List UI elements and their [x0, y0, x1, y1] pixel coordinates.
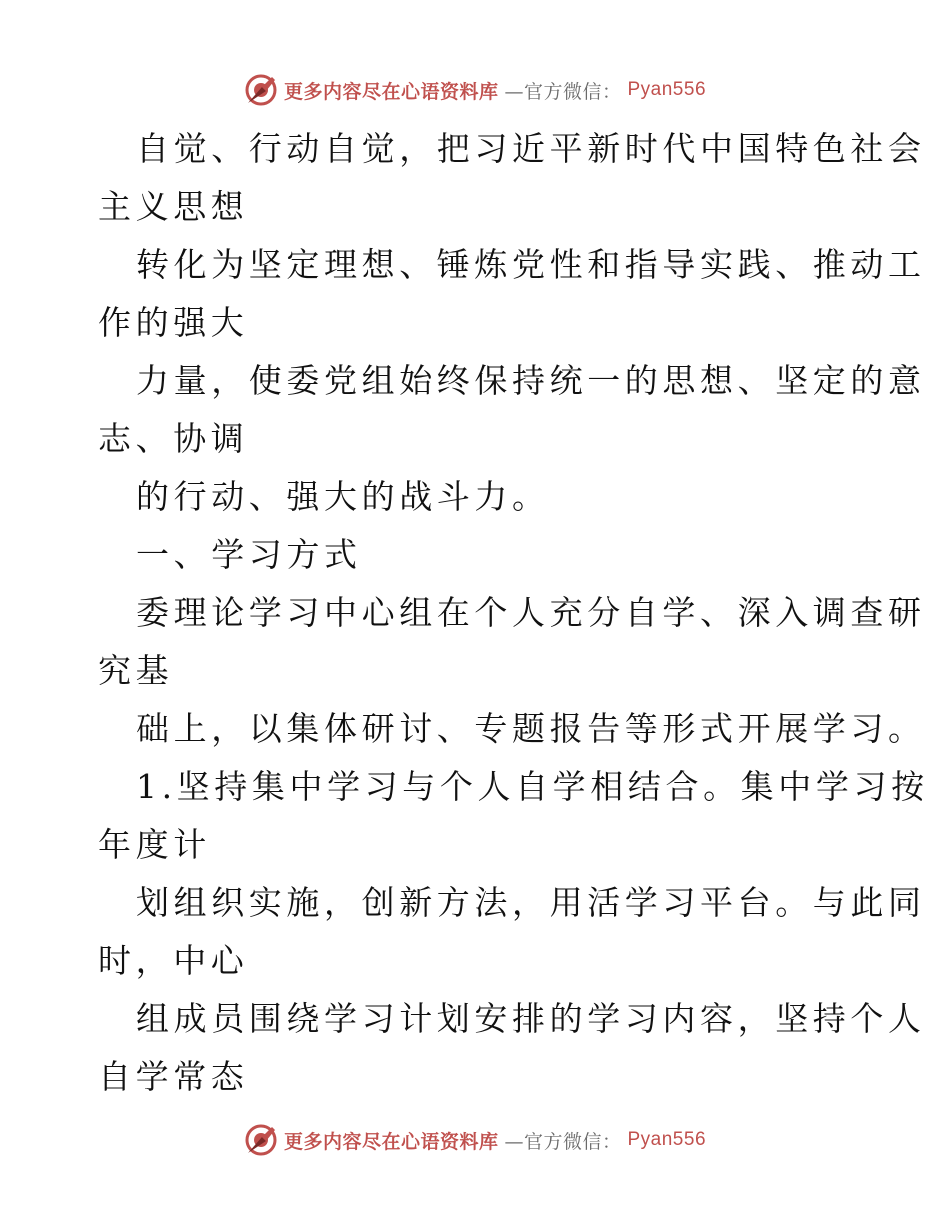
body-line: 作的强大	[98, 303, 249, 342]
pen-logo-icon	[244, 73, 278, 107]
body-line: 志、协调	[98, 419, 249, 458]
header-banner-separator: —官方微信：	[504, 80, 622, 103]
body-line: 主义思想	[98, 187, 249, 226]
body-line: 自觉、行动自觉，把习近平新时代中国特色社会	[136, 129, 926, 168]
pen-logo-icon	[244, 1123, 278, 1157]
footer-banner-title: 更多内容尽在心语资料库	[283, 1130, 499, 1153]
section-heading: 一、学习方式	[136, 535, 362, 574]
body-line: 划组织实施，创新方法，用活学习平台。与此同	[136, 883, 926, 922]
body-line: 组成员围绕学习计划安排的学习内容，坚持个人	[136, 999, 926, 1038]
body-line: 的行动、强大的战斗力。	[136, 477, 550, 516]
body-line: 自学常态	[98, 1057, 249, 1096]
header-banner-title: 更多内容尽在心语资料库	[283, 80, 499, 103]
footer-banner-wechat-id: Pyan556	[627, 1129, 707, 1150]
body-line: 力量，使委党组始终保持统一的思想、坚定的意	[136, 361, 926, 400]
body-line: 究基	[98, 651, 174, 690]
header-banner-wechat-id: Pyan556	[627, 79, 707, 100]
header-banner-inner	[244, 73, 706, 107]
body-line: 础上，以集体研讨、专题报告等形式开展学习。	[136, 709, 926, 748]
body-line: 转化为坚定理想、锤炼党性和指导实践、推动工	[136, 245, 926, 284]
document-body	[98, 120, 929, 1106]
footer-banner	[0, 1120, 950, 1160]
body-line: 年度计	[98, 825, 211, 864]
footer-banner-separator: —官方微信：	[504, 1130, 622, 1153]
body-line: 时，中心	[98, 941, 249, 980]
header-banner	[0, 70, 950, 110]
body-line: 委理论学习中心组在个人充分自学、深入调查研	[136, 593, 926, 632]
footer-banner-inner	[244, 1123, 706, 1157]
body-line: 1.坚持集中学习与个人自学相结合。集中学习按	[136, 767, 929, 806]
